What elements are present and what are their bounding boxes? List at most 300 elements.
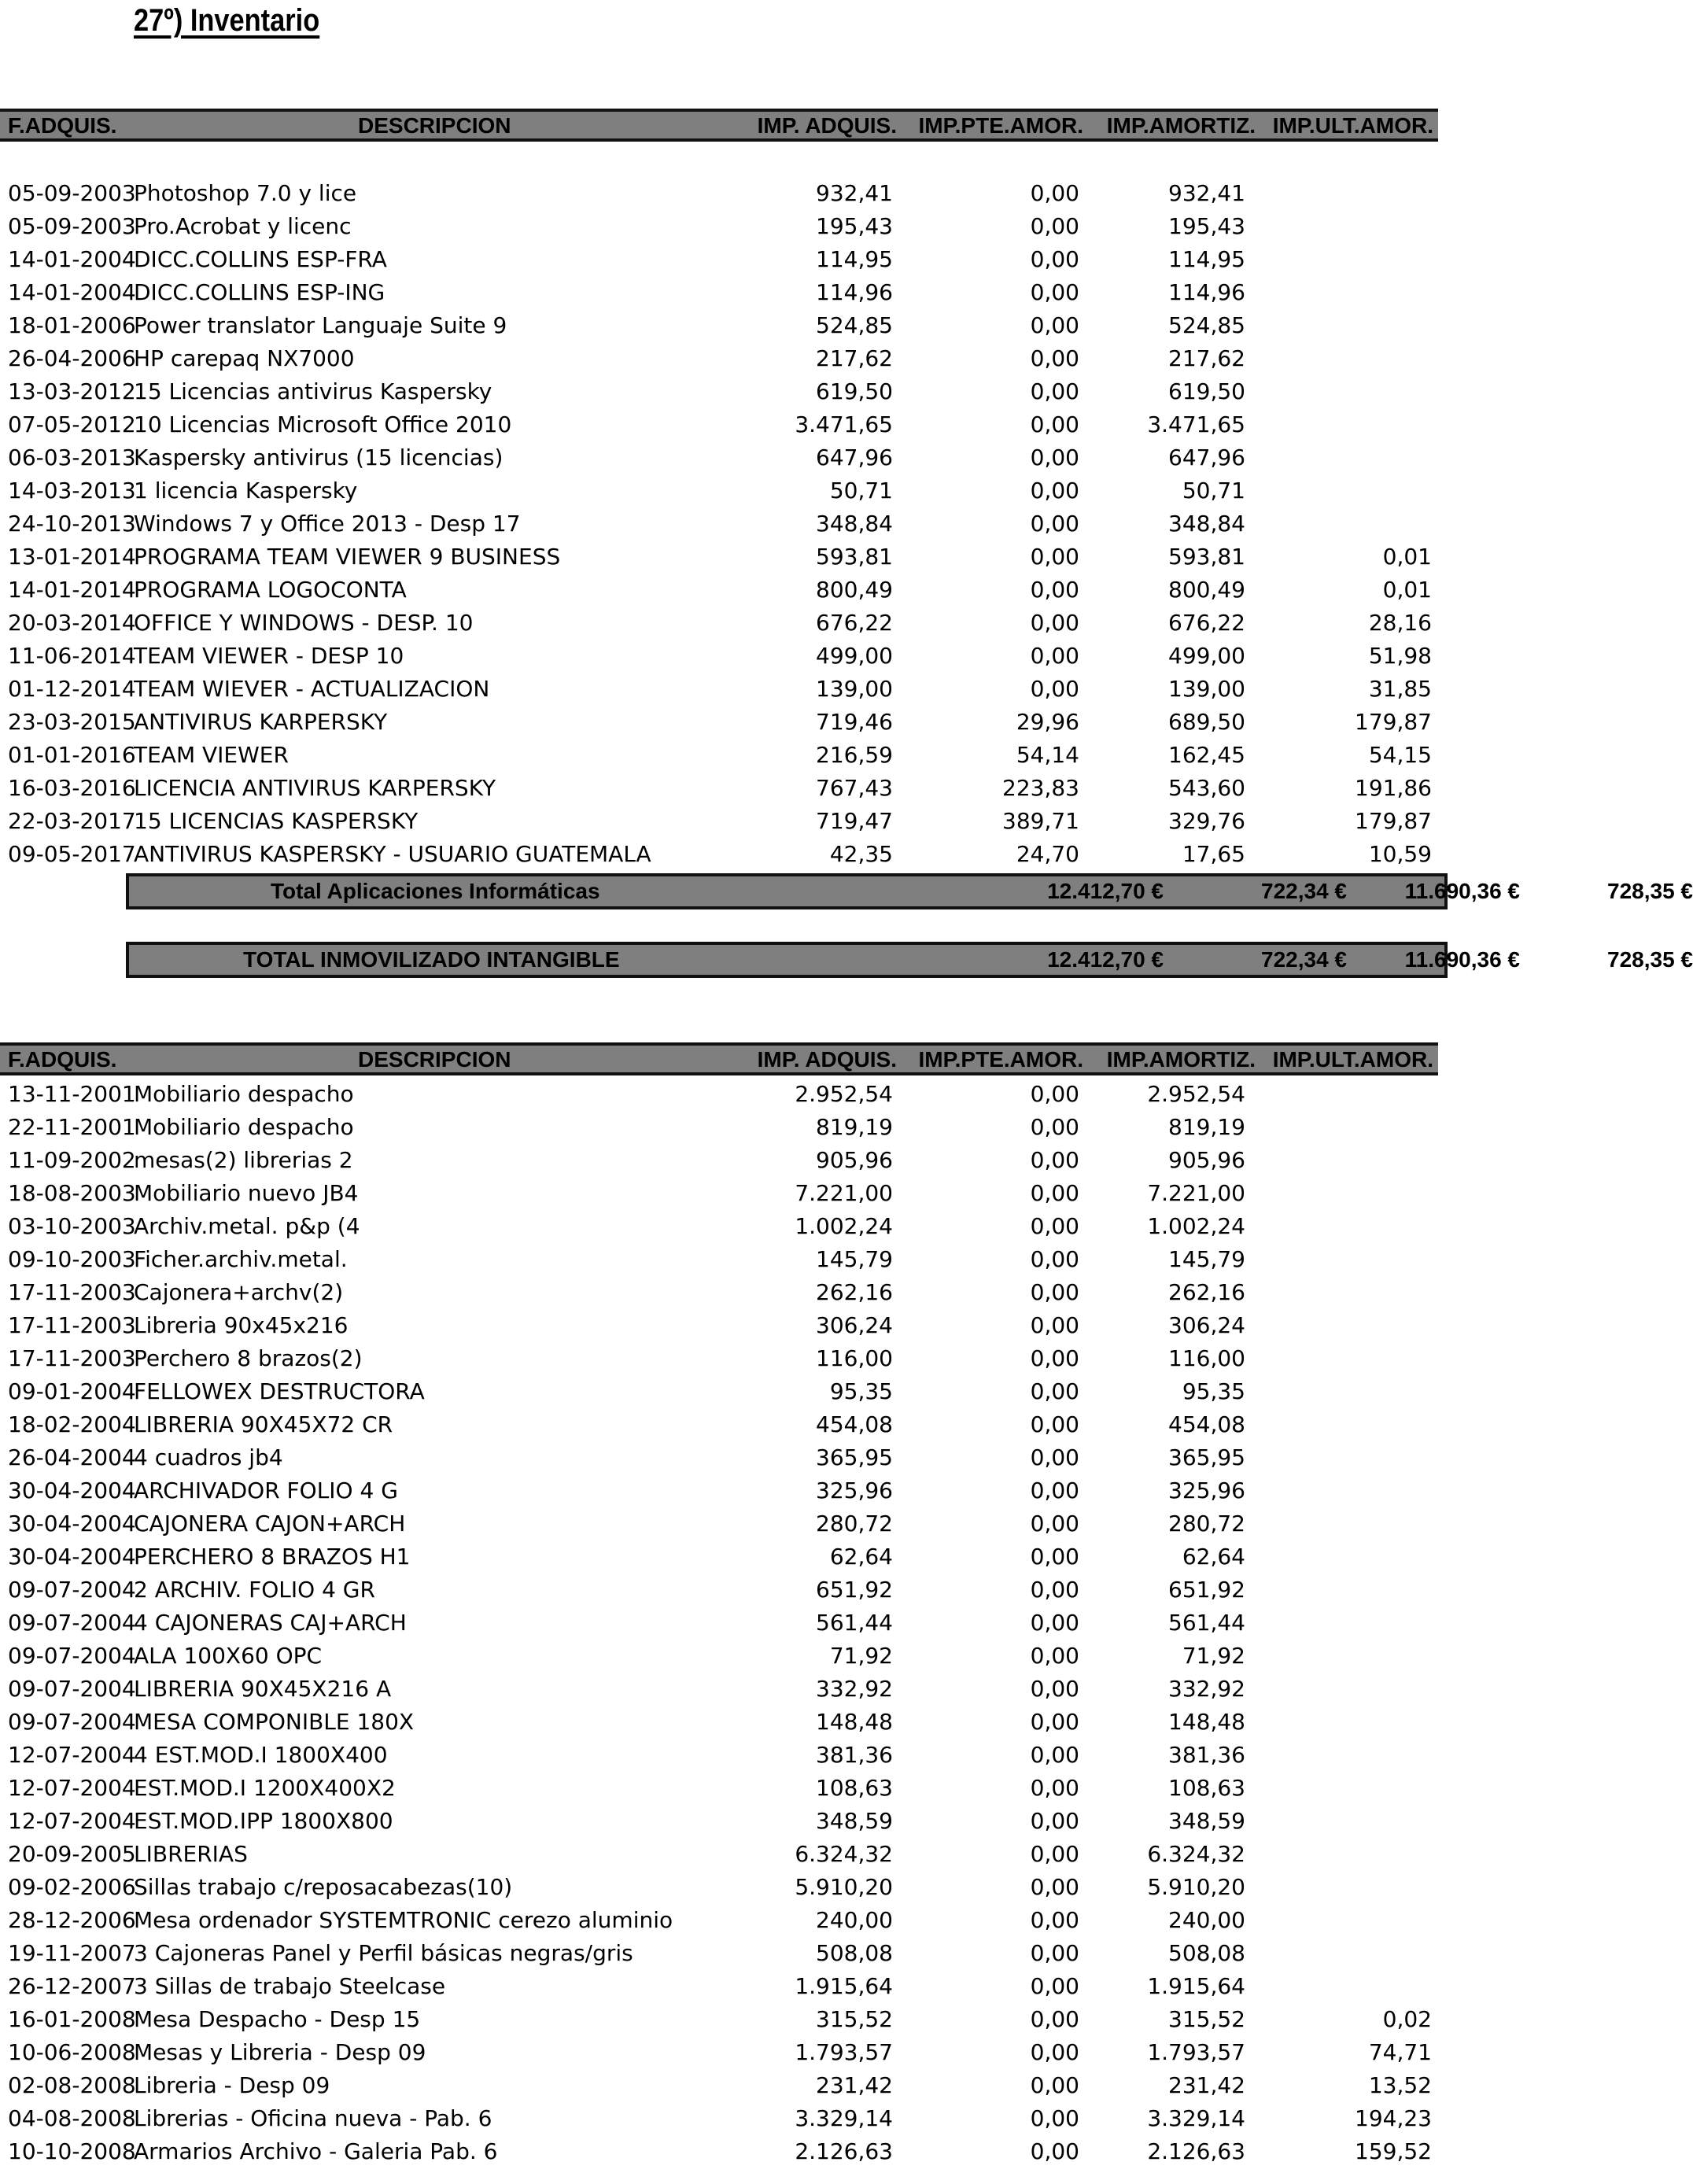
cell-descripcion: ARCHIVADOR FOLIO 4 G <box>134 1478 398 1503</box>
table-row <box>0 1210 1438 1243</box>
table-row <box>0 1342 1438 1375</box>
header-imp-amortiz: IMP.AMORTIZ. <box>1106 1047 1256 1072</box>
cell-descripcion: Mobiliario despacho <box>134 1114 354 1140</box>
cell-imp-pte-amor: 0,00 <box>1030 1775 1079 1801</box>
cell-f-adquis: 20-03-2014 <box>8 610 136 636</box>
cell-imp-amortiz: 819,19 <box>1168 1114 1245 1140</box>
cell-imp-amortiz: 262,16 <box>1168 1279 1245 1305</box>
cell-descripcion: MESA COMPONIBLE 180X <box>134 1709 415 1735</box>
cell-imp-adquis: 819,19 <box>816 1114 893 1140</box>
cell-descripcion: EST.MOD.I 1200X400X2 <box>134 1775 396 1801</box>
cell-imp-ult-amor: 179,87 <box>1355 709 1432 735</box>
cell-imp-pte-amor: 0,00 <box>1030 1378 1079 1404</box>
cell-f-adquis: 22-11-2001 <box>8 1114 136 1140</box>
cell-descripcion: Perchero 8 brazos(2) <box>134 1345 363 1371</box>
cell-f-adquis: 09-02-2006 <box>8 1874 136 1900</box>
cell-f-adquis: 24-10-2013 <box>8 511 136 537</box>
cell-descripcion: Mobiliario nuevo JB4 <box>134 1180 359 1206</box>
page-title: 27º) Inventario <box>134 3 320 38</box>
cell-imp-pte-amor: 0,00 <box>1030 676 1079 702</box>
cell-imp-adquis: 195,43 <box>816 213 893 239</box>
cell-descripcion: Mobiliario despacho <box>134 1081 354 1107</box>
cell-descripcion: 4 cuadros jb4 <box>134 1444 283 1470</box>
cell-imp-pte-amor: 0,00 <box>1030 1874 1079 1900</box>
table-row <box>0 375 1438 408</box>
cell-imp-pte-amor: 0,00 <box>1030 1444 1079 1470</box>
table-row <box>0 441 1438 474</box>
cell-imp-adquis: 499,00 <box>816 643 893 669</box>
cell-descripcion: OFFICE Y WINDOWS - DESP. 10 <box>134 610 474 636</box>
cell-imp-amortiz: 508,08 <box>1168 1940 1245 1966</box>
cell-descripcion: DICC.COLLINS ESP-ING <box>134 279 385 305</box>
cell-f-adquis: 14-01-2014 <box>8 577 136 603</box>
cell-f-adquis: 14-01-2004 <box>8 246 136 272</box>
section1-header-row <box>0 109 1438 142</box>
cell-imp-adquis: 306,24 <box>816 1312 893 1338</box>
cell-imp-adquis: 216,59 <box>816 742 893 768</box>
cell-imp-adquis: 651,92 <box>816 1577 893 1603</box>
header-imp-adquis: IMP. ADQUIS. <box>757 1047 897 1072</box>
cell-descripcion: 4 EST.MOD.I 1800X400 <box>134 1742 388 1768</box>
cell-imp-adquis: 1.002,24 <box>795 1213 893 1239</box>
cell-f-adquis: 14-03-2013 <box>8 478 136 504</box>
header-imp-pte-amor: IMP.PTE.AMOR. <box>918 1047 1083 1072</box>
table-row <box>0 309 1438 342</box>
grand-total-label: TOTAL INMOVILIZADO INTANGIBLE <box>243 947 620 972</box>
cell-imp-adquis: 315,52 <box>816 2006 893 2032</box>
cell-f-adquis: 12-07-2004 <box>8 1742 136 1768</box>
cell-descripcion: Mesa Despacho - Desp 15 <box>134 2006 421 2032</box>
cell-imp-pte-amor: 0,00 <box>1030 246 1079 272</box>
cell-imp-pte-amor: 0,00 <box>1030 1279 1079 1305</box>
table-row <box>0 474 1438 507</box>
cell-imp-amortiz: 145,79 <box>1168 1246 1245 1272</box>
table-row <box>0 408 1438 441</box>
cell-imp-pte-amor: 0,00 <box>1030 1742 1079 1768</box>
cell-imp-amortiz: 95,35 <box>1182 1378 1245 1404</box>
cell-imp-adquis: 280,72 <box>816 1511 893 1537</box>
cell-imp-pte-amor: 0,00 <box>1030 1213 1079 1239</box>
cell-f-adquis: 13-01-2014 <box>8 544 136 570</box>
table-row <box>0 1177 1438 1210</box>
cell-imp-amortiz: 365,95 <box>1168 1444 1245 1470</box>
cell-f-adquis: 14-01-2004 <box>8 279 136 305</box>
cell-descripcion: Libreria 90x45x216 <box>134 1312 349 1338</box>
cell-imp-adquis: 676,22 <box>816 610 893 636</box>
table-row <box>0 2135 1438 2168</box>
cell-f-adquis: 30-04-2004 <box>8 1511 136 1537</box>
cell-imp-amortiz: 325,96 <box>1168 1478 1245 1503</box>
cell-imp-adquis: 348,59 <box>816 1808 893 1834</box>
table-row <box>0 1739 1438 1772</box>
cell-imp-amortiz: 332,92 <box>1168 1676 1245 1702</box>
cell-f-adquis: 09-10-2003 <box>8 1246 136 1272</box>
header-imp-adquis: IMP. ADQUIS. <box>757 113 897 138</box>
cell-imp-pte-amor: 0,00 <box>1030 1610 1079 1636</box>
cell-descripcion: ANTIVIRUS KARPERSKY <box>134 709 388 735</box>
cell-f-adquis: 22-03-2017 <box>8 808 136 834</box>
cell-descripcion: EST.MOD.IPP 1800X800 <box>134 1808 393 1834</box>
cell-descripcion: LIBRERIAS <box>134 1841 248 1867</box>
cell-descripcion: LIBRERIA 90X45X216 A <box>134 1676 392 1702</box>
cell-imp-pte-amor: 0,00 <box>1030 1147 1079 1173</box>
cell-descripcion: PROGRAMA TEAM VIEWER 9 BUSINESS <box>134 544 561 570</box>
section1-total-label: Total Aplicaciones Informáticas <box>271 879 600 903</box>
cell-imp-adquis: 719,47 <box>816 808 893 834</box>
cell-imp-pte-amor: 0,00 <box>1030 411 1079 437</box>
table-row <box>0 1871 1438 1904</box>
cell-imp-pte-amor: 0,00 <box>1030 312 1079 338</box>
cell-descripcion: LICENCIA ANTIVIRUS KARPERSKY <box>134 775 496 801</box>
cell-descripcion: PERCHERO 8 BRAZOS H1 <box>134 1544 411 1570</box>
table-row <box>0 2102 1438 2135</box>
cell-imp-amortiz: 932,41 <box>1168 180 1245 206</box>
cell-imp-amortiz: 162,45 <box>1168 742 1245 768</box>
table-row <box>0 772 1438 805</box>
cell-imp-amortiz: 676,22 <box>1168 610 1245 636</box>
cell-f-adquis: 20-09-2005 <box>8 1841 136 1867</box>
cell-imp-adquis: 7.221,00 <box>795 1180 893 1206</box>
cell-imp-adquis: 593,81 <box>816 544 893 570</box>
cell-f-adquis: 09-01-2004 <box>8 1378 136 1404</box>
cell-imp-amortiz: 543,60 <box>1168 775 1245 801</box>
cell-imp-adquis: 5.910,20 <box>795 1874 893 1900</box>
cell-imp-amortiz: 800,49 <box>1168 577 1245 603</box>
cell-imp-pte-amor: 24,70 <box>1016 841 1079 867</box>
cell-imp-pte-amor: 0,00 <box>1030 1973 1079 1999</box>
table-row <box>0 1375 1438 1408</box>
table-row <box>0 1673 1438 1706</box>
cell-imp-pte-amor: 0,00 <box>1030 1511 1079 1537</box>
cell-imp-pte-amor: 0,00 <box>1030 511 1079 537</box>
cell-imp-amortiz: 454,08 <box>1168 1411 1245 1437</box>
cell-imp-adquis: 2.952,54 <box>795 1081 893 1107</box>
header-descripcion: DESCRIPCION <box>358 1047 511 1072</box>
cell-descripcion: 10 Licencias Microsoft Office 2010 <box>134 411 512 437</box>
cell-imp-adquis: 348,84 <box>816 511 893 537</box>
cell-imp-amortiz: 280,72 <box>1168 1511 1245 1537</box>
cell-descripcion: TEAM VIEWER <box>134 742 289 768</box>
table-row <box>0 2003 1438 2036</box>
cell-imp-adquis: 3.471,65 <box>795 411 893 437</box>
cell-descripcion: 15 LICENCIAS KASPERSKY <box>134 808 419 834</box>
cell-imp-amortiz: 329,76 <box>1168 808 1245 834</box>
cell-imp-adquis: 50,71 <box>829 478 893 504</box>
cell-imp-pte-amor: 0,00 <box>1030 1345 1079 1371</box>
cell-imp-adquis: 325,96 <box>816 1478 893 1503</box>
cell-f-adquis: 10-06-2008 <box>8 2039 136 2065</box>
cell-imp-ult-amor: 0,01 <box>1382 577 1432 603</box>
cell-imp-amortiz: 524,85 <box>1168 312 1245 338</box>
cell-descripcion: Sillas trabajo c/reposacabezas(10) <box>134 1874 513 1900</box>
table-row <box>0 805 1438 838</box>
cell-imp-adquis: 116,00 <box>816 1345 893 1371</box>
cell-imp-pte-amor: 0,00 <box>1030 378 1079 404</box>
cell-imp-adquis: 332,92 <box>816 1676 893 1702</box>
grand-total-adq: 12.412,70 € <box>1047 947 1164 972</box>
cell-f-adquis: 12-07-2004 <box>8 1808 136 1834</box>
cell-descripcion: Mesa ordenador SYSTEMTRONIC cerezo aluminio <box>134 1907 673 1933</box>
cell-imp-amortiz: 593,81 <box>1168 544 1245 570</box>
table-row <box>0 1144 1438 1177</box>
grand-total-amortiz: 11.690,36 € <box>1404 947 1520 972</box>
cell-imp-amortiz: 3.471,65 <box>1147 411 1245 437</box>
cell-f-adquis: 09-07-2004 <box>8 1709 136 1735</box>
cell-imp-amortiz: 217,62 <box>1168 345 1245 371</box>
cell-imp-pte-amor: 54,14 <box>1016 742 1079 768</box>
table-row <box>0 1772 1438 1805</box>
cell-imp-amortiz: 2.126,63 <box>1147 2138 1245 2164</box>
cell-imp-amortiz: 619,50 <box>1168 378 1245 404</box>
table-row <box>0 1970 1438 2003</box>
cell-imp-adquis: 240,00 <box>816 1907 893 1933</box>
cell-imp-ult-amor: 10,59 <box>1368 841 1432 867</box>
cell-imp-pte-amor: 389,71 <box>1002 808 1079 834</box>
cell-imp-adquis: 932,41 <box>816 180 893 206</box>
cell-imp-amortiz: 1.915,64 <box>1147 1973 1245 1999</box>
grand-total-ult: 728,35 € <box>1607 947 1693 972</box>
table-row <box>0 1607 1438 1640</box>
cell-imp-adquis: 114,95 <box>816 246 893 272</box>
cell-imp-pte-amor: 0,00 <box>1030 2039 1079 2065</box>
cell-imp-pte-amor: 223,83 <box>1002 775 1079 801</box>
cell-f-adquis: 23-03-2015 <box>8 709 136 735</box>
cell-imp-ult-amor: 31,85 <box>1368 676 1432 702</box>
section1-total-adq: 12.412,70 € <box>1047 879 1164 903</box>
cell-f-adquis: 13-03-2012 <box>8 378 136 404</box>
cell-f-adquis: 10-10-2008 <box>8 2138 136 2164</box>
cell-f-adquis: 30-04-2004 <box>8 1478 136 1503</box>
cell-imp-ult-amor: 0,01 <box>1382 544 1432 570</box>
cell-imp-pte-amor: 0,00 <box>1030 1643 1079 1669</box>
cell-imp-amortiz: 2.952,54 <box>1147 1081 1245 1107</box>
cell-f-adquis: 13-11-2001 <box>8 1081 136 1107</box>
table-row <box>0 540 1438 574</box>
cell-imp-amortiz: 561,44 <box>1168 1610 1245 1636</box>
cell-descripcion: ANTIVIRUS KASPERSKY - USUARIO GUATEMALA <box>134 841 651 867</box>
cell-imp-pte-amor: 0,00 <box>1030 1180 1079 1206</box>
cell-imp-adquis: 217,62 <box>816 345 893 371</box>
cell-imp-pte-amor: 0,00 <box>1030 1709 1079 1735</box>
cell-imp-amortiz: 240,00 <box>1168 1907 1245 1933</box>
cell-imp-pte-amor: 0,00 <box>1030 1478 1079 1503</box>
cell-imp-pte-amor: 0,00 <box>1030 180 1079 206</box>
table-row <box>0 243 1438 276</box>
cell-imp-amortiz: 905,96 <box>1168 1147 1245 1173</box>
cell-imp-adquis: 524,85 <box>816 312 893 338</box>
table-row <box>0 1474 1438 1507</box>
cell-imp-amortiz: 381,36 <box>1168 1742 1245 1768</box>
cell-descripcion: DICC.COLLINS ESP-FRA <box>134 246 387 272</box>
cell-imp-pte-amor: 0,00 <box>1030 2006 1079 2032</box>
header-imp-amortiz: IMP.AMORTIZ. <box>1106 113 1256 138</box>
cell-imp-adquis: 1.915,64 <box>795 1973 893 1999</box>
cell-f-adquis: 17-11-2003 <box>8 1279 136 1305</box>
cell-f-adquis: 09-07-2004 <box>8 1610 136 1636</box>
table-row <box>0 210 1438 243</box>
table-row <box>0 1408 1438 1441</box>
cell-imp-amortiz: 62,64 <box>1182 1544 1245 1570</box>
section1-total-amortiz: 11.690,36 € <box>1404 879 1520 903</box>
table-row <box>0 1309 1438 1342</box>
cell-imp-amortiz: 315,52 <box>1168 2006 1245 2032</box>
cell-f-adquis: 09-07-2004 <box>8 1577 136 1603</box>
table-row <box>0 739 1438 772</box>
cell-imp-amortiz: 6.324,32 <box>1147 1841 1245 1867</box>
cell-imp-adquis: 800,49 <box>816 577 893 603</box>
cell-f-adquis: 16-01-2008 <box>8 2006 136 2032</box>
cell-descripcion: TEAM VIEWER - DESP 10 <box>134 643 404 669</box>
cell-imp-amortiz: 348,84 <box>1168 511 1245 537</box>
table-row <box>0 1540 1438 1573</box>
cell-imp-ult-amor: 159,52 <box>1355 2138 1432 2164</box>
cell-imp-ult-amor: 179,87 <box>1355 808 1432 834</box>
cell-imp-adquis: 42,35 <box>829 841 893 867</box>
table-row <box>0 1441 1438 1474</box>
cell-imp-adquis: 767,43 <box>816 775 893 801</box>
table-row <box>0 1838 1438 1871</box>
cell-descripcion: mesas(2) librerias 2 <box>134 1147 353 1173</box>
cell-imp-amortiz: 689,50 <box>1168 709 1245 735</box>
cell-descripcion: Cajonera+archv(2) <box>134 1279 344 1305</box>
table-row <box>0 1276 1438 1309</box>
cell-imp-amortiz: 108,63 <box>1168 1775 1245 1801</box>
cell-imp-pte-amor: 0,00 <box>1030 445 1079 470</box>
cell-imp-pte-amor: 0,00 <box>1030 279 1079 305</box>
cell-f-adquis: 18-08-2003 <box>8 1180 136 1206</box>
table-row <box>0 1573 1438 1607</box>
cell-descripcion: Pro.Acrobat y licenc <box>134 213 352 239</box>
cell-imp-amortiz: 1.793,57 <box>1147 2039 1245 2065</box>
cell-imp-adquis: 148,48 <box>816 1709 893 1735</box>
section2-table-body <box>0 1078 1438 2168</box>
table-row <box>0 1937 1438 1970</box>
cell-imp-adquis: 619,50 <box>816 378 893 404</box>
table-row <box>0 1078 1438 1111</box>
cell-imp-pte-amor: 29,96 <box>1016 709 1079 735</box>
cell-imp-ult-amor: 194,23 <box>1355 2105 1432 2131</box>
cell-imp-ult-amor: 28,16 <box>1368 610 1432 636</box>
cell-f-adquis: 26-12-2007 <box>8 1973 136 1999</box>
cell-descripcion: 2 ARCHIV. FOLIO 4 GR <box>134 1577 375 1603</box>
cell-imp-adquis: 262,16 <box>816 1279 893 1305</box>
cell-f-adquis: 02-08-2008 <box>8 2072 136 2098</box>
cell-imp-adquis: 561,44 <box>816 1610 893 1636</box>
cell-imp-amortiz: 7.221,00 <box>1147 1180 1245 1206</box>
cell-imp-adquis: 454,08 <box>816 1411 893 1437</box>
cell-imp-amortiz: 114,95 <box>1168 246 1245 272</box>
cell-imp-pte-amor: 0,00 <box>1030 643 1079 669</box>
cell-imp-amortiz: 148,48 <box>1168 1709 1245 1735</box>
cell-imp-pte-amor: 0,00 <box>1030 1841 1079 1867</box>
cell-imp-amortiz: 114,96 <box>1168 279 1245 305</box>
cell-descripcion: Archiv.metal. p&p (4 <box>134 1213 360 1239</box>
cell-imp-pte-amor: 0,00 <box>1030 1940 1079 1966</box>
cell-f-adquis: 11-09-2002 <box>8 1147 136 1173</box>
table-row <box>0 706 1438 739</box>
cell-f-adquis: 26-04-2006 <box>8 345 136 371</box>
cell-imp-adquis: 647,96 <box>816 445 893 470</box>
cell-descripcion: 3 Sillas de trabajo Steelcase <box>134 1973 446 1999</box>
cell-descripcion: Armarios Archivo - Galeria Pab. 6 <box>134 2138 498 2164</box>
cell-imp-amortiz: 17,65 <box>1182 841 1245 867</box>
table-row <box>0 673 1438 706</box>
table-row <box>0 1706 1438 1739</box>
cell-f-adquis: 06-03-2013 <box>8 445 136 470</box>
cell-imp-amortiz: 1.002,24 <box>1147 1213 1245 1239</box>
section1-total-row <box>126 873 1693 909</box>
cell-imp-pte-amor: 0,00 <box>1030 1246 1079 1272</box>
cell-imp-amortiz: 71,92 <box>1182 1643 1245 1669</box>
cell-imp-adquis: 62,64 <box>829 1544 893 1570</box>
table-row <box>0 838 1438 871</box>
cell-f-adquis: 07-05-2012 <box>8 411 136 437</box>
cell-imp-amortiz: 651,92 <box>1168 1577 1245 1603</box>
cell-imp-adquis: 231,42 <box>816 2072 893 2098</box>
cell-imp-pte-amor: 0,00 <box>1030 2072 1079 2098</box>
cell-imp-adquis: 381,36 <box>816 1742 893 1768</box>
cell-descripcion: Windows 7 y Office 2013 - Desp 17 <box>134 511 521 537</box>
cell-imp-adquis: 6.324,32 <box>795 1841 893 1867</box>
table-row <box>0 1805 1438 1838</box>
cell-imp-pte-amor: 0,00 <box>1030 478 1079 504</box>
section2-header-row <box>0 1042 1438 1075</box>
cell-imp-pte-amor: 0,00 <box>1030 1411 1079 1437</box>
cell-descripcion: 3 Cajoneras Panel y Perfil básicas negras/gris <box>134 1940 633 1966</box>
cell-imp-adquis: 3.329,14 <box>795 2105 893 2131</box>
section1-table-body <box>0 177 1438 871</box>
header-f-adquis: F.ADQUIS. <box>8 1047 117 1072</box>
cell-imp-amortiz: 348,59 <box>1168 1808 1245 1834</box>
cell-imp-pte-amor: 0,00 <box>1030 1808 1079 1834</box>
cell-imp-adquis: 2.126,63 <box>795 2138 893 2164</box>
header-imp-pte-amor: IMP.PTE.AMOR. <box>918 113 1083 138</box>
cell-f-adquis: 11-06-2014 <box>8 643 136 669</box>
table-row <box>0 640 1438 673</box>
cell-descripcion: Mesas y Libreria - Desp 09 <box>134 2039 426 2065</box>
cell-descripcion: Libreria - Desp 09 <box>134 2072 330 2098</box>
cell-descripcion: 15 Licencias antivirus Kaspersky <box>134 378 492 404</box>
cell-f-adquis: 30-04-2004 <box>8 1544 136 1570</box>
cell-imp-adquis: 905,96 <box>816 1147 893 1173</box>
header-imp-ult-amor: IMP.ULT.AMOR. <box>1272 1047 1433 1072</box>
cell-descripcion: Ficher.archiv.metal. <box>134 1246 348 1272</box>
cell-imp-ult-amor: 54,15 <box>1368 742 1432 768</box>
cell-imp-amortiz: 139,00 <box>1168 676 1245 702</box>
cell-imp-adquis: 95,35 <box>829 1378 893 1404</box>
cell-f-adquis: 04-08-2008 <box>8 2105 136 2131</box>
table-row <box>0 1640 1438 1673</box>
cell-imp-pte-amor: 0,00 <box>1030 345 1079 371</box>
cell-imp-pte-amor: 0,00 <box>1030 1907 1079 1933</box>
cell-imp-adquis: 145,79 <box>816 1246 893 1272</box>
cell-f-adquis: 18-01-2006 <box>8 312 136 338</box>
cell-descripcion: ALA 100X60 OPC <box>134 1643 323 1669</box>
cell-imp-pte-amor: 0,00 <box>1030 1577 1079 1603</box>
cell-descripcion: LIBRERIA 90X45X72 CR <box>134 1411 393 1437</box>
cell-imp-ult-amor: 13,52 <box>1368 2072 1432 2098</box>
cell-imp-pte-amor: 0,00 <box>1030 213 1079 239</box>
cell-f-adquis: 01-01-2016 <box>8 742 136 768</box>
table-row <box>0 574 1438 607</box>
cell-f-adquis: 09-05-2017 <box>8 841 136 867</box>
cell-f-adquis: 19-11-2007 <box>8 1940 136 1966</box>
cell-f-adquis: 16-03-2016 <box>8 775 136 801</box>
table-row <box>0 276 1438 309</box>
cell-imp-pte-amor: 0,00 <box>1030 610 1079 636</box>
cell-imp-adquis: 108,63 <box>816 1775 893 1801</box>
cell-descripcion: FELLOWEX DESTRUCTORA <box>134 1378 425 1404</box>
